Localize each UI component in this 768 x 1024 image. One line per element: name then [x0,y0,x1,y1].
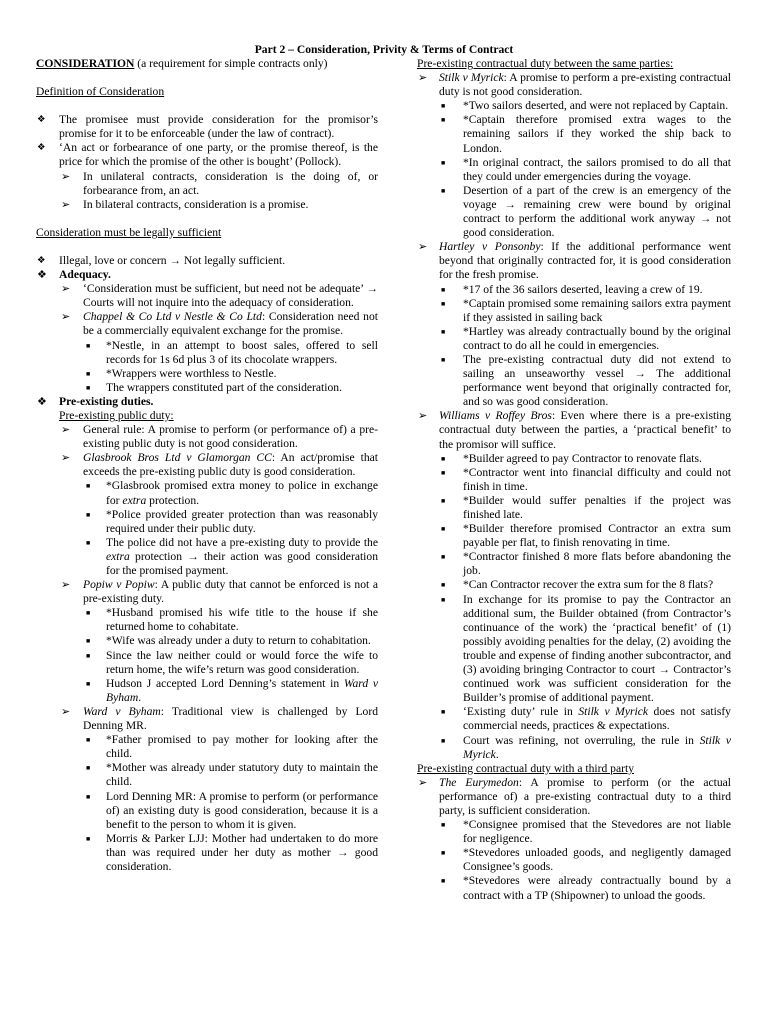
square-bullet-icon: ■ [86,637,91,646]
list-item: ■ *Captain promised some remaining sailors extra payment if they assisted in sailing back [441,296,731,324]
list-item: ➢ The Eurymedon: A promise to perform (or the actual performance of) a pre-existing contractual duty to a third party, is sufficient consideration. [418,775,731,817]
list-item: ➢ In unilateral contracts, consideration is the doing of, or forbearance from, an act. [61,169,378,197]
list-item: ➢ Chappel & Co Ltd v Nestle & Co Ltd: Consideration need not be a commercially equivalent exchange for the promise. [61,310,378,338]
square-bullet-icon: ■ [441,553,446,562]
list-item: ■ *Two sailors deserted, and were not replaced by Captain. [441,99,729,113]
list-item: ■ The wrappers constituted part of the consideration. [86,380,342,394]
third-party-heading: Pre-existing contractual duty with a third party [417,761,635,775]
list-item [36,395,378,409]
list-item: ■ Desertion of a part of the crew is an emergency of the voyage → remaining crew were bound by original contract to perform the additional work anyway → not good consideration. [441,183,731,240]
square-bullet-icon: ■ [86,792,91,801]
list-item: ■ *17 of the 36 sailors deserted, leaving a crew of 19. [441,282,703,296]
adequacy-heading: Adequacy. [59,268,111,282]
case-name: Ward v Byham [83,704,161,718]
list-item: ➢ ‘Consideration must be sufficient, but need not be adequate’ → Courts will not inquire into the adequacy of consideration. [61,282,378,310]
square-bullet-icon: ■ [441,454,446,463]
list-item: ➢ In bilateral contracts, consideration is a promise. [61,197,309,211]
arrowhead-bullet-icon: ➢ [418,72,428,85]
pre-existing-heading: Pre-existing duties. [59,394,154,408]
square-bullet-icon: ■ [441,708,446,717]
list-item: ■ *Wrappers were worthless to Nestle. [86,366,277,380]
list-item: ■ The pre-existing contractual duty did not extend to sailing an unseaworthy vessel → The additional performance went beyond that originally contracted for, and so was good consideration. [441,352,731,409]
list-item: ➢ Stilk v Myrick: A promise to perform a pre-existing contractual duty is not good consideration. [418,71,731,99]
diamond-bullet-icon: ❖ [37,395,47,408]
square-bullet-icon: ■ [441,877,446,886]
square-bullet-icon: ■ [441,595,446,604]
arrowhead-bullet-icon: ➢ [61,311,71,324]
list-item: ■ *Father promised to pay mother for looking after the child. [86,733,378,761]
list-item: ■ Court was refining, not overruling, the rule in Stilk v Myrick. [441,733,731,761]
square-bullet-icon: ■ [441,116,446,125]
public-duty-heading: Pre-existing public duty: [59,408,174,422]
square-bullet-icon: ■ [86,764,91,773]
list-item: ➢ Ward v Byham: Traditional view is challenged by Lord Denning MR. [61,704,378,733]
list-item: ■ *Builder therefore promised Contractor an extra sum payable per flat, to finish renovating in time. [441,522,731,550]
list-item: ❖ ‘An act or forbearance of one party, or the promise thereof, is the price for which the promise of the other is bought’ (Pollock). [37,141,378,169]
square-bullet-icon: ■ [441,299,446,308]
list-item: ➢ Popiw v Popiw: A public duty that cannot be enforced is not a pre-existing duty. [61,578,378,606]
list-item: ■ *Husband promised his wife title to the house if she returned home to cohabitate. [86,606,378,634]
square-bullet-icon: ■ [441,468,446,477]
square-bullet-icon: ■ [86,679,91,688]
right-column [417,57,731,903]
arrowhead-bullet-icon: ➢ [61,170,71,183]
arrowhead-bullet-icon: ➢ [61,198,71,211]
square-bullet-icon: ■ [86,609,91,618]
square-bullet-icon: ■ [86,834,91,843]
list-item: ■ The police did not have a pre-existing duty to provide the extra protection → their action was good consideration for the promised payment. [86,535,378,577]
list-item: ■ Lord Denning MR: A promise to perform (or performance of) an existing duty is good consideration, because it is a benefit to the person to whom it is given. [86,789,378,831]
square-bullet-icon: ■ [441,327,446,336]
arrowhead-bullet-icon: ➢ [418,241,428,254]
list-item: ➢ Williams v Roffey Bros: Even where there is a pre-existing contractual duty between the parties, a ‘practical benefit’ to the promisor will suffice. [418,409,731,451]
case-name: Glasbrook Bros Ltd v Glamorgan CC [83,451,272,465]
square-bullet-icon: ■ [86,369,91,378]
diamond-bullet-icon: ❖ [37,269,47,282]
list-item: ❖ The promisee must provide consideration for the promisor’s promise for it to be enforceable (under the law of contract). [37,113,378,141]
left-column [36,57,378,874]
same-parties-heading: Pre-existing contractual duty between the same parties: [417,57,674,70]
definition-heading: Definition of Consideration [36,85,165,99]
arrowhead-bullet-icon: ➢ [61,579,71,592]
square-bullet-icon: ■ [441,285,446,294]
consideration-subtitle: (a requirement for simple contracts only) [134,57,328,70]
list-item: ■ Since the law neither could or would force the wife to return home, the wife’s return was good consideration. [86,648,378,676]
case-name: The Eurymedon [439,775,519,789]
list-item: ■ *Wife was already under a duty to return to cohabitation. [86,634,371,648]
arrowhead-bullet-icon: ➢ [418,410,428,423]
arrowhead-bullet-icon: ➢ [61,424,71,437]
diamond-bullet-icon: ❖ [37,115,46,126]
list-item: ■ In exchange for its promise to pay the Contractor an additional sum, the Builder obtained (from Contractor’s continuance of the work) the ‘practical benefit’ of (1) possibly avoiding penalties for the delay, (2) avoiding the trouble and expense of finding another subcontractor, and (3) avoiding bringing Contractor to court → Contractor’s continued work was sufficient consideration for the Builder’s promise of additional payment. [441,592,731,705]
case-name: Williams v Roffey Bros [439,409,552,423]
arrowhead-bullet-icon: ➢ [61,452,71,465]
list-item: ■ *Consignee promised that the Stevedores are not liable for negligence. [441,818,731,846]
list-item: ➢ General rule: A promise to perform (or performance of) a pre-existing public duty is not good consideration. [61,423,378,451]
case-name: Popiw v Popiw [83,578,155,592]
arrowhead-bullet-icon: ➢ [61,283,71,296]
legal-sufficiency-heading: Consideration must be legally sufficient [36,225,222,239]
consideration-heading [36,57,378,71]
list-item: ■ *Contractor finished 8 more flats before abandoning the job. [441,550,731,578]
square-bullet-icon: ■ [441,496,446,505]
square-bullet-icon: ■ [86,341,91,350]
list-item: ■ *Nestle, in an attempt to boost sales, offered to sell records for 1s 6d plus 3 of its chocolate wrappers. [86,338,378,366]
square-bullet-icon: ■ [86,651,91,660]
list-item: ■ *Police provided greater protection than was reasonably required under their public duty. [86,507,378,535]
list-item: ■ Hudson J accepted Lord Denning’s statement in Ward v Byham. [86,676,378,704]
square-bullet-icon: ■ [441,821,446,830]
list-item: ■ *In original contract, the sailors promised to do all that they could under emergencies during the voyage. [441,155,731,183]
square-bullet-icon: ■ [441,355,446,364]
page-title: Part 2 – Consideration, Privity & Terms of Contract [254,43,514,56]
list-item: ■ *Hartley was already contractually bound by the original contract to do all he could in emergencies. [441,324,731,352]
square-bullet-icon: ■ [86,383,91,392]
list-item: ➢ Glasbrook Bros Ltd v Glamorgan CC: An act/promise that exceeds the pre-existing public duty is good consideration. [61,451,378,479]
square-bullet-icon: ■ [441,581,446,590]
square-bullet-icon: ■ [441,186,446,195]
square-bullet-icon: ■ [441,736,446,745]
case-name: Stilk v Myrick [439,71,504,85]
arrowhead-bullet-icon: ➢ [61,705,71,718]
square-bullet-icon: ■ [441,525,446,534]
list-item: ■ ‘Existing duty’ rule in Stilk v Myrick does not satisfy commercial needs, practices & expectations. [441,705,731,733]
list-item: ■ *Glasbrook promised extra money to police in exchange for extra protection. [86,479,378,507]
diamond-bullet-icon: ❖ [37,143,46,154]
case-name: Hartley v Ponsonby [439,240,541,254]
list-item: ■ *Mother was already under statutory duty to maintain the child. [86,761,378,789]
list-item: ■ *Builder agreed to pay Contractor to renovate flats. [441,451,702,465]
list-item: ■ *Stevedores were already contractually bound by a contract with a TP (Shipowner) to unload the goods. [441,874,731,902]
list-item: ■ *Captain therefore promised extra wages to the remaining sailors if they worked the ship back to London. [441,113,731,155]
square-bullet-icon: ■ [441,102,446,111]
list-item: ❖ Illegal, love or concern → Not legally sufficient. [37,253,286,267]
list-item: ➢ Hartley v Ponsonby: If the additional performance went beyond that originally contracted for, it is good consideration for the fresh promise. [418,240,731,282]
list-item: ■ Morris & Parker LJJ: Mother had undertaken to do more than was required under her duty as mother → good consideration. [86,831,378,873]
square-bullet-icon: ■ [86,510,91,519]
list-item [36,268,378,282]
square-bullet-icon: ■ [441,849,446,858]
list-item: ■ *Stevedores unloaded goods, and negligently damaged Consignee’s goods. [441,846,731,874]
consideration-title: CONSIDERATION [36,57,135,70]
list-item: ■ *Builder would suffer penalties if the project was finished late. [441,493,731,521]
square-bullet-icon: ■ [86,538,91,547]
diamond-bullet-icon: ❖ [37,255,46,266]
list-item: ■ *Can Contractor recover the extra sum for the 8 flats? [441,578,714,592]
square-bullet-icon: ■ [441,158,446,167]
case-name: Chappel & Co Ltd v Nestle & Co Ltd [83,310,262,324]
list-item: ■ *Contractor went into financial difficulty and could not finish in time. [441,465,731,493]
square-bullet-icon: ■ [86,482,91,491]
arrowhead-bullet-icon: ➢ [418,776,428,789]
square-bullet-icon: ■ [86,736,91,745]
